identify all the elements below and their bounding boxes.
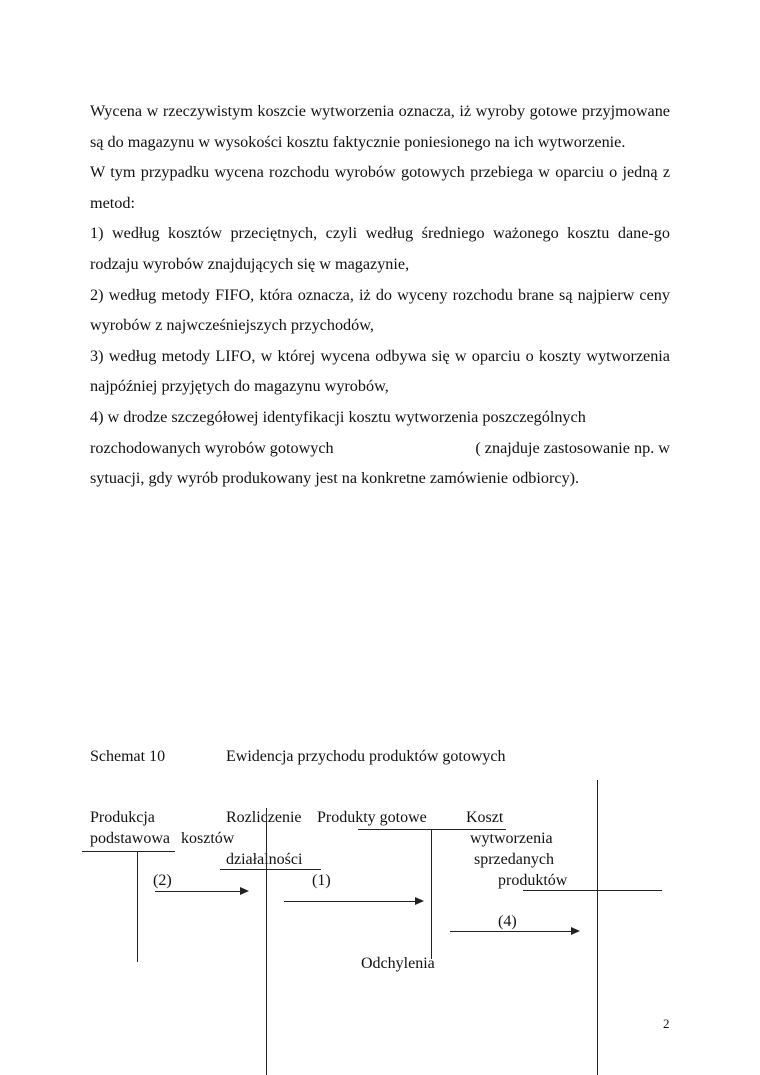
marker-4: (4) xyxy=(498,913,517,930)
marker-1: (1) xyxy=(312,872,331,889)
arrow-4 xyxy=(450,931,578,932)
arrow-1 xyxy=(284,901,422,902)
t-account-koszt-stem xyxy=(597,780,598,1075)
paragraph-2: W tym przypadku wycena rozchodu wyrobów gotowych przebiega w oparciu o jedną z metod: xyxy=(90,163,670,212)
account-produkcja-line2: podstawowa xyxy=(90,830,170,847)
schema-title: Ewidencja przychodu produktów gotowych xyxy=(226,748,506,765)
t-account-produkty-stem xyxy=(431,829,432,959)
paragraph-6-line-2-left: rozchodowanych wyrobów gotowych xyxy=(90,438,334,457)
t-account-produkcja-top xyxy=(82,851,175,852)
account-odchylenia: Odchylenia xyxy=(361,955,435,972)
account-rozliczenie-line2: kosztów xyxy=(181,830,235,847)
paragraph-5: 3) według metody LIFO, w której wycena odbywa się w oparciu o koszty wytworzenia najpóźniej przyjętych do magazynu wyrobów, xyxy=(90,346,670,396)
paragraph-3: 1) według kosztów przeciętnych, czyli według średniego ważonego kosztu dane-go rodzaju wyrobów znajdujących się w magazynie, xyxy=(90,224,670,273)
paragraph-6-line-3: sytuacji, gdy wyrób produkowany jest na konkretne zamówienie odbiorcy). xyxy=(90,469,580,488)
paragraph-6-line-2 xyxy=(90,433,670,464)
account-koszt-line3: sprzedanych xyxy=(474,851,554,868)
account-koszt-line1: Koszt xyxy=(466,809,504,826)
arrow-2 xyxy=(155,891,247,892)
account-produkty-gotowe: Produkty gotowe xyxy=(317,809,427,826)
marker-2: (2) xyxy=(153,872,172,889)
t-account-produkty-top xyxy=(358,829,506,830)
account-rozliczenie-line1: Rozliczenie xyxy=(226,809,302,826)
paragraph-6-line-2-right: ( znajduje zastosowanie np. w xyxy=(475,438,670,457)
account-koszt-line4: produktów xyxy=(498,872,568,889)
page-number: 2 xyxy=(663,1016,670,1031)
paragraph-6-line-1: 4) w drodze szczegółowej identyfikacji kosztu wytworzenia poszczególnych xyxy=(90,407,586,426)
paragraph-1: Wycena w rzeczywistym koszcie wytworzenia oznacza, iż wyroby gotowe przyjmowane są do magazynu w wysokości kosztu faktycznie poniesionego na ich wytworzenie. xyxy=(90,102,670,151)
t-account-produkcja-stem xyxy=(137,851,138,962)
t-account-rozliczenie-stem xyxy=(266,808,267,1075)
account-produkcja-line1: Produkcja xyxy=(90,809,155,826)
account-koszt-line2: wytworzenia xyxy=(470,830,553,847)
schema-label: Schemat 10 xyxy=(90,748,166,765)
paragraph-4: 2) według metody FIFO, która oznacza, iż do wyceny rozchodu brane są najpierw ceny wyrobów z najwcześniejszych przychodów, xyxy=(90,285,670,335)
body-text xyxy=(90,96,670,494)
t-account-rozliczenie-top xyxy=(220,869,321,870)
account-rozliczenie-line3: działalności xyxy=(226,851,303,868)
t-account-koszt-top xyxy=(523,890,662,891)
